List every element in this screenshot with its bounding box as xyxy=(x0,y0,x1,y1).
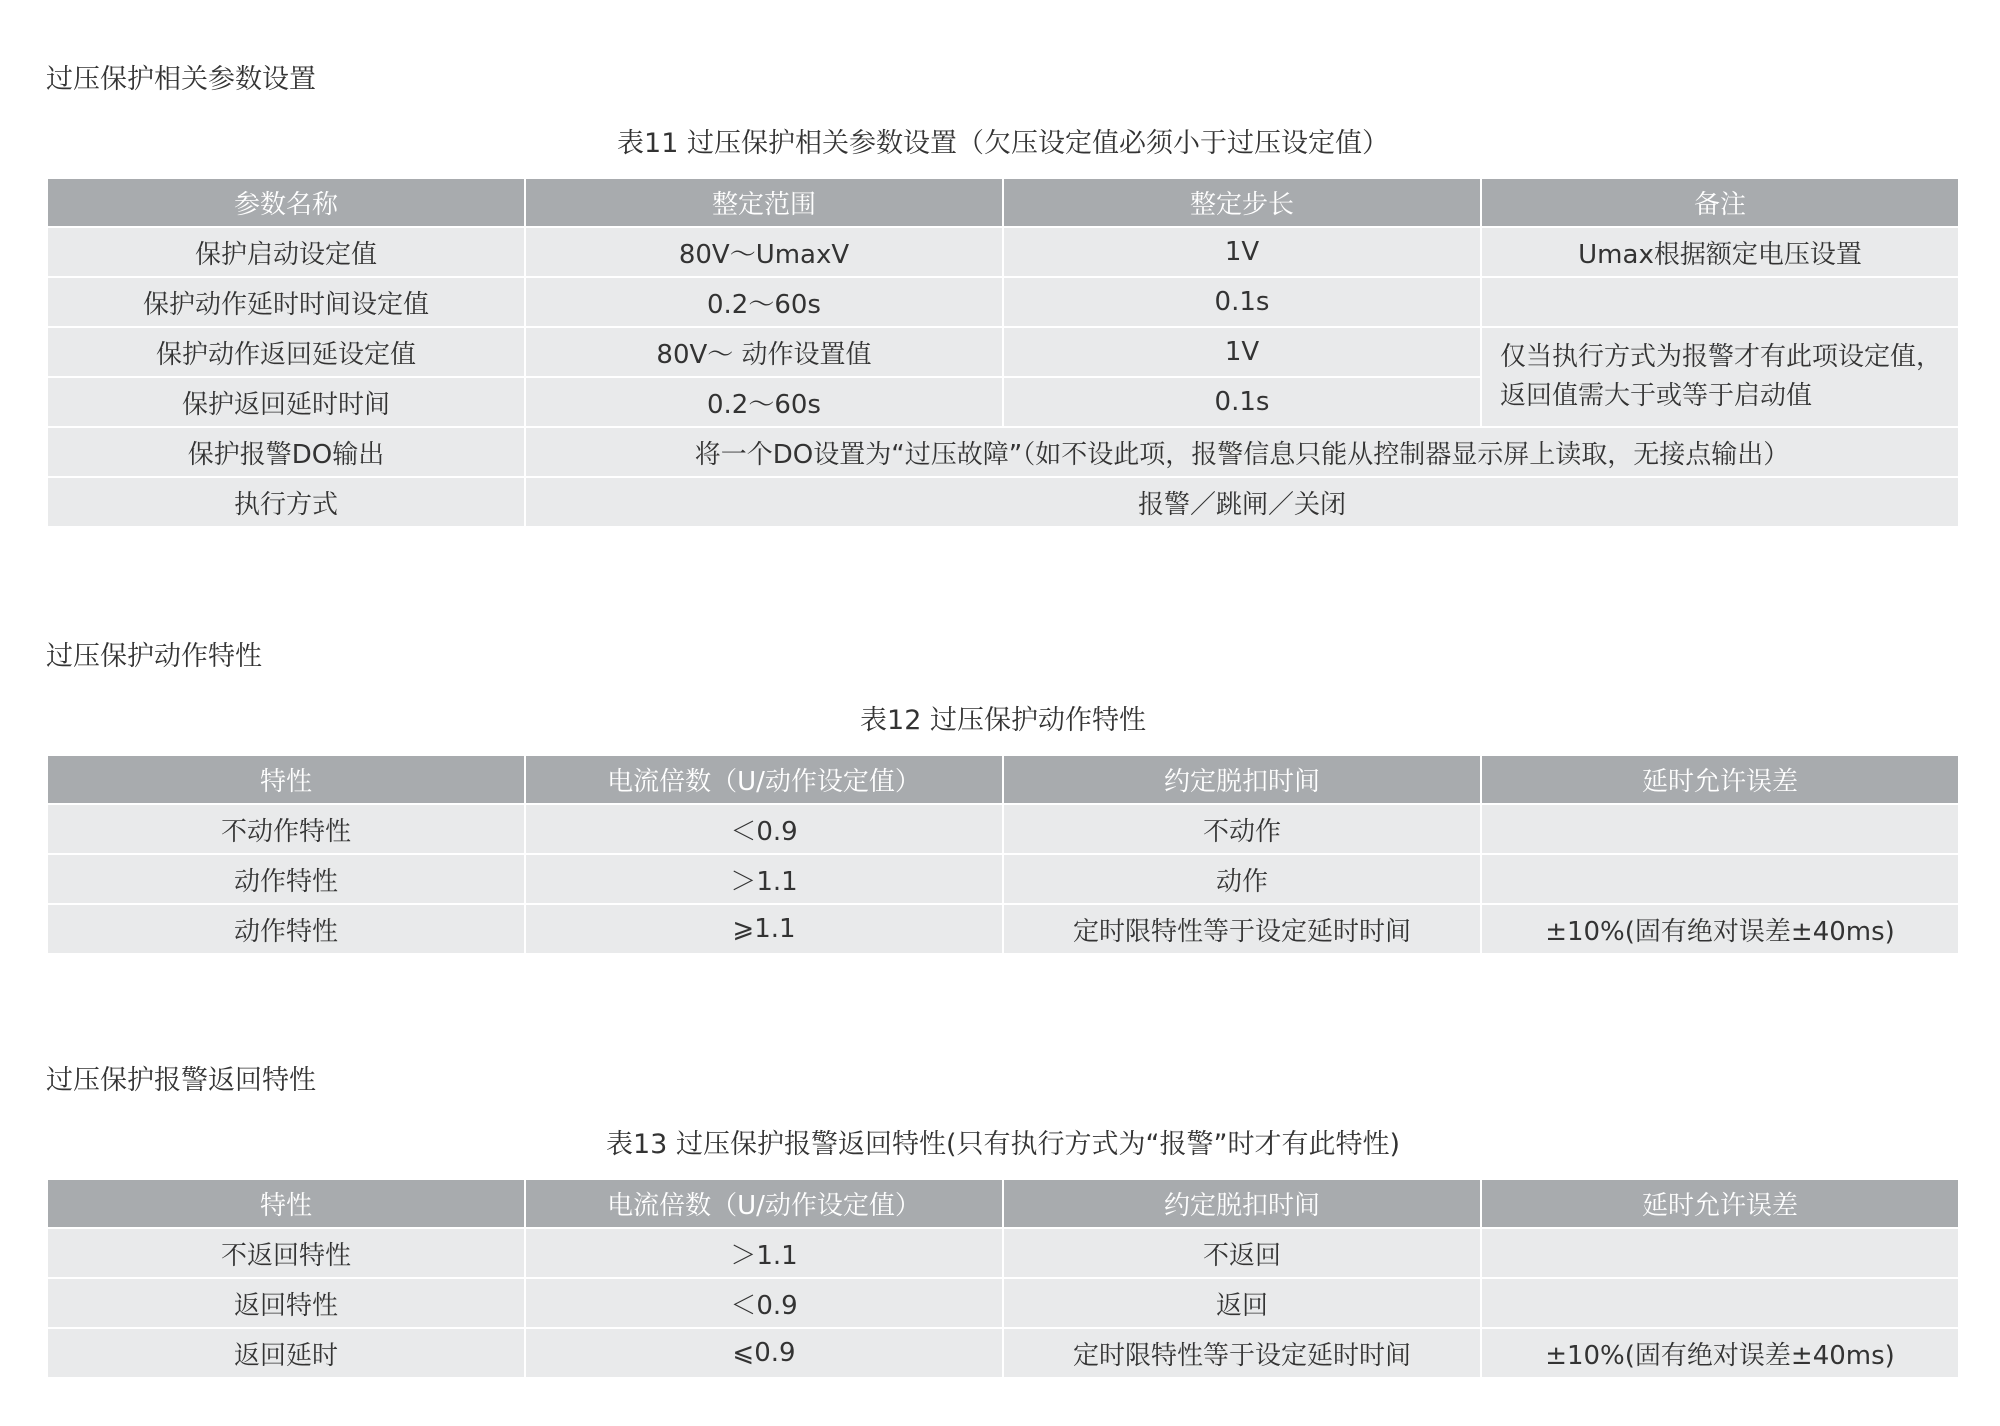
table-caption-13: 表13 过压保护报警返回特性(只有执行方式为“报警”时才有此特性) xyxy=(606,1129,1400,1160)
table-cell: ±10%(固有绝对误差±40ms) xyxy=(1481,904,1959,954)
table-cell: 80V～UmaxV xyxy=(525,227,1003,277)
column-header: 约定脱扣时间 xyxy=(1003,1179,1481,1228)
table-row xyxy=(47,1328,1959,1378)
table-row xyxy=(47,327,1959,377)
table-13-alarm-return-characteristics xyxy=(46,1178,1960,1379)
column-header: 电流倍数（U/动作设定值） xyxy=(525,1179,1003,1228)
table-cell: 动作 xyxy=(1003,854,1481,904)
table-row xyxy=(47,1228,1959,1278)
diagonal-empty-cell xyxy=(1481,854,1959,904)
table-cell: 返回特性 xyxy=(47,1278,525,1328)
table-11-parameters xyxy=(46,177,1960,528)
table-cell-merged: 报警／跳闸／关闭 xyxy=(525,477,1959,527)
table-cell: 不动作 xyxy=(1003,804,1481,854)
section-heading-3: 过压保护报警返回特性 xyxy=(46,1065,316,1096)
table-cell: 80V～ 动作设置值 xyxy=(525,327,1003,377)
table-cell: 1V xyxy=(1003,327,1481,377)
section-heading-1: 过压保护相关参数设置 xyxy=(46,64,316,95)
table-cell: 1V xyxy=(1003,227,1481,277)
table-header-row xyxy=(47,178,1959,227)
table-row xyxy=(47,904,1959,954)
table-row xyxy=(47,804,1959,854)
table-cell: 动作特性 xyxy=(47,904,525,954)
table-cell: 0.1s xyxy=(1003,277,1481,327)
table-caption-11: 表11 过压保护相关参数设置（欠压设定值必须小于过压设定值） xyxy=(617,128,1389,159)
table-cell: ＞1.1 xyxy=(525,854,1003,904)
column-header: 延时允许误差 xyxy=(1481,1179,1959,1228)
column-header: 电流倍数（U/动作设定值） xyxy=(525,755,1003,804)
table-row xyxy=(47,427,1959,477)
table-cell: 不返回特性 xyxy=(47,1228,525,1278)
table-cell: 定时限特性等于设定延时时间 xyxy=(1003,904,1481,954)
table-header-row xyxy=(47,755,1959,804)
table-cell-merged: 将一个DO设置为“过压故障”（如不设此项，报警信息只能从控制器显示屏上读取，无接点输出） xyxy=(525,427,1959,477)
diagonal-empty-cell xyxy=(1481,804,1959,854)
table-cell: Umax根据额定电压设置 xyxy=(1481,227,1959,277)
column-header: 整定范围 xyxy=(525,178,1003,227)
table-cell: ＜0.9 xyxy=(525,804,1003,854)
table-cell: ±10%(固有绝对误差±40ms) xyxy=(1481,1328,1959,1378)
column-header: 特性 xyxy=(47,755,525,804)
diagonal-empty-cell xyxy=(1481,1278,1959,1328)
table-cell: 0.1s xyxy=(1003,377,1481,427)
table-cell: 保护报警DO输出 xyxy=(47,427,525,477)
table-cell: 不动作特性 xyxy=(47,804,525,854)
column-header: 备注 xyxy=(1481,178,1959,227)
table-cell: 返回 xyxy=(1003,1278,1481,1328)
column-header: 延时允许误差 xyxy=(1481,755,1959,804)
table-cell: 0.2～60s xyxy=(525,377,1003,427)
table-cell: 不返回 xyxy=(1003,1228,1481,1278)
table-cell: 保护动作返回延设定值 xyxy=(47,327,525,377)
table-cell: ⩽0.9 xyxy=(525,1328,1003,1378)
merged-note-cell: 仅当执行方式为报警才有此项设定值，返回值需大于或等于启动值 xyxy=(1481,327,1959,427)
table-row xyxy=(47,277,1959,327)
table-cell: 保护动作延时时间设定值 xyxy=(47,277,525,327)
table-row xyxy=(47,477,1959,527)
section-heading-2: 过压保护动作特性 xyxy=(46,641,262,672)
table-cell: 执行方式 xyxy=(47,477,525,527)
column-header: 特性 xyxy=(47,1179,525,1228)
table-cell: ＞1.1 xyxy=(525,1228,1003,1278)
table-row xyxy=(47,854,1959,904)
table-cell: ⩾1.1 xyxy=(525,904,1003,954)
table-cell: 0.2～60s xyxy=(525,277,1003,327)
diagonal-empty-cell xyxy=(1481,1228,1959,1278)
column-header: 参数名称 xyxy=(47,178,525,227)
table-row xyxy=(47,1278,1959,1328)
table-row xyxy=(47,227,1959,277)
table-caption-12: 表12 过压保护动作特性 xyxy=(860,705,1146,736)
column-header: 整定步长 xyxy=(1003,178,1481,227)
table-cell: 保护启动设定值 xyxy=(47,227,525,277)
table-cell: 保护返回延时时间 xyxy=(47,377,525,427)
column-header: 约定脱扣时间 xyxy=(1003,755,1481,804)
table-cell xyxy=(1481,277,1959,327)
table-12-action-characteristics xyxy=(46,754,1960,955)
table-header-row xyxy=(47,1179,1959,1228)
table-cell: 定时限特性等于设定延时时间 xyxy=(1003,1328,1481,1378)
table-cell: 返回延时 xyxy=(47,1328,525,1378)
table-cell: ＜0.9 xyxy=(525,1278,1003,1328)
table-cell: 动作特性 xyxy=(47,854,525,904)
